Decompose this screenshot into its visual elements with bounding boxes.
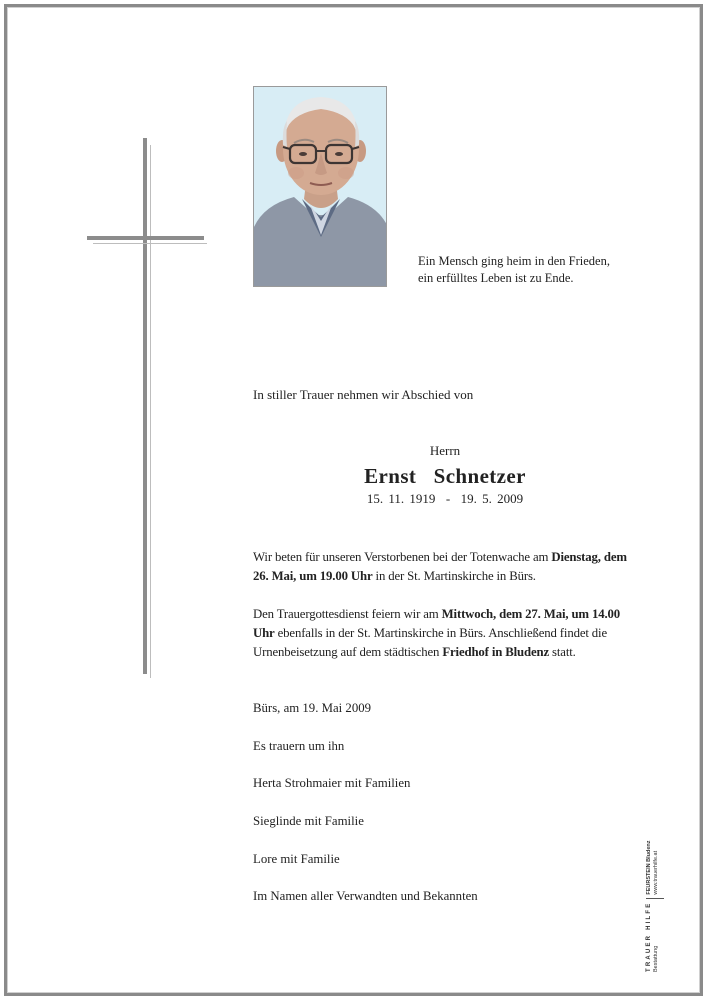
cemetery-name: Friedhof in Bludenz <box>442 645 549 659</box>
quote-line-2: ein erfülltes Leben ist zu Ende. <box>418 271 574 285</box>
mourners-intro: Es trauern um ihn <box>253 739 345 753</box>
service-paragraph <box>253 605 637 662</box>
wake-text-1: Wir beten für unseren Verstorbenen bei der Totenwache am <box>253 550 552 564</box>
service-text-1: Den Trauergottesdienst feiern wir am <box>253 607 442 621</box>
place-date: Bürs, am 19. Mai 2009 <box>253 701 372 715</box>
imprint-sub: Bestattung <box>653 945 659 972</box>
mourner-line: Sieglinde mit Familie <box>253 814 364 828</box>
mourner-line: Lore mit Familie <box>253 852 340 866</box>
mourner-line: Im Namen aller Verwandten und Bekannten <box>253 889 478 903</box>
deceased-block <box>253 442 637 508</box>
imprint-web: www.trauerhilfe.at <box>653 850 659 895</box>
funeral-home-imprint <box>646 841 664 973</box>
imprint-brand: TRAUER HILFE <box>646 901 652 972</box>
service-text-2: ebenfalls in der St. Martinskirche in Bürs. Anschließend findet die Urnenbeisetzung auf dem städtischen <box>253 626 607 659</box>
quote-line-1: Ein Mensch ging heim in den Frieden, <box>418 254 610 268</box>
memorial-quote <box>418 253 678 287</box>
wake-paragraph <box>253 548 637 586</box>
service-text-3: statt. <box>549 645 576 659</box>
salutation: Herrn <box>429 443 461 458</box>
wake-text-2: in der St. Martinskirche in Bürs. <box>372 569 536 583</box>
portrait-photo <box>253 86 387 287</box>
imprint-company: FEURSTEIN Bludenz <box>646 840 652 895</box>
wake-date-time: Dienstag, dem 26. Mai, um 19.00 Uhr <box>253 550 627 583</box>
service-date-time: Mittwoch, dem 27. Mai, um 14.00 Uhr <box>253 607 621 640</box>
deceased-name: Ernst Schnetzer <box>364 464 526 488</box>
farewell-intro: In stiller Trauer nehmen wir Abschied von <box>253 387 474 402</box>
mourner-line: Herta Strohmaier mit Familien <box>253 776 411 790</box>
life-dates: 15. 11. 1919 - 19. 5. 2009 <box>366 491 524 506</box>
